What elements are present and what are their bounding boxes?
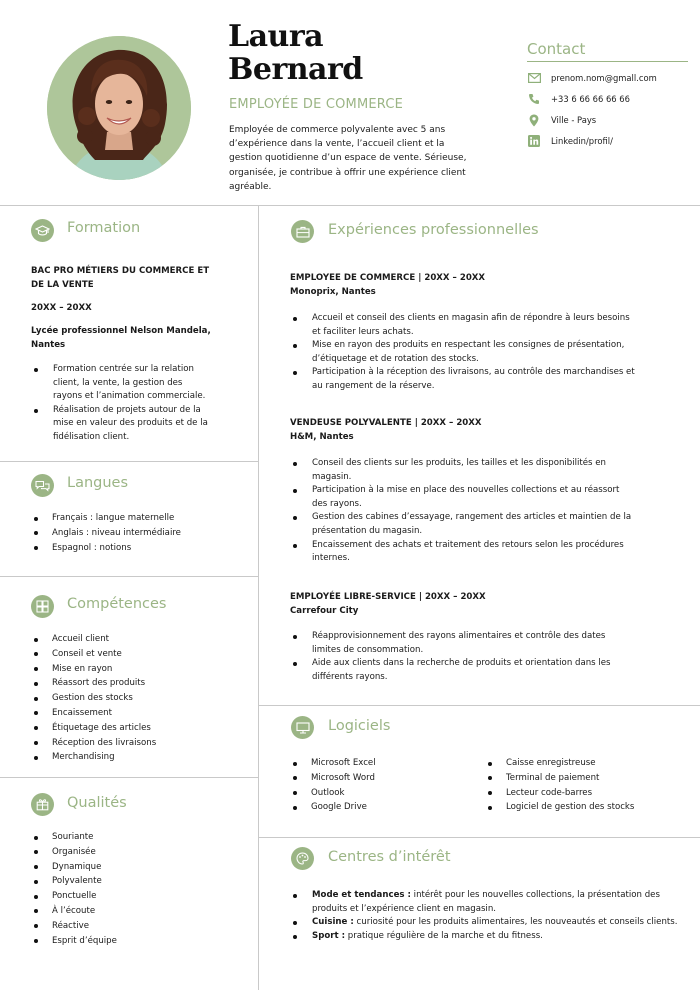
logiciels-list-1 (290, 756, 470, 815)
phone-text: +33 6 66 66 66 66 (551, 94, 630, 104)
competences-list (31, 632, 251, 765)
divider-langues-competences (0, 576, 258, 577)
list-item (290, 889, 685, 916)
list-item: Espagnol : notions (31, 541, 251, 556)
interest-text: intérêt pour les nouvelles collections, la présentation des produits et l’expérience client en magasin. (312, 890, 660, 914)
envelope-icon (527, 71, 541, 85)
list-item: Anglais : niveau intermédiaire (31, 526, 251, 541)
formation-list (31, 363, 211, 445)
portrait-illustration (47, 36, 191, 180)
email-text: prenom.nom@gmall.com (551, 73, 657, 83)
divider-experiences-logiciels (258, 705, 700, 706)
formation-degree (31, 265, 231, 292)
linkedin-icon (527, 134, 541, 148)
job-1-list (290, 312, 635, 394)
langues-title: Langues (67, 475, 129, 491)
list-item: Ponctuelle (31, 889, 251, 904)
job-3-role: EMPLOYÉE LIBRE-SERVICE | 20XX – 20XX (290, 592, 486, 602)
contact-phone[interactable] (527, 92, 630, 106)
list-item: Réalisation de projets autour de la mise en valeur des produits et de la fidélisation client. (31, 404, 211, 445)
interest-label: Cuisine : (312, 917, 354, 928)
profile-summary: Employée de commerce polyvalente avec 5 ans d’expérience dans la vente, l’accueil client et la gestion quotidienne d’un espace de vente. Sérieuse, organisée, je contribue à offrir une expérience client agréable. (229, 125, 467, 192)
list-item: Réassort des produits (31, 676, 251, 691)
list-item: Outlook (290, 786, 470, 801)
list-item: Gestion des cabines d’essayage, rangement des articles et maintien de la présentation du magasin. (290, 511, 635, 538)
list-item: Esprit d’équipe (31, 934, 251, 949)
list-item: Étiquetage des articles (31, 721, 251, 736)
list-item: À l’écoute (31, 904, 251, 919)
job-1-company: Monoprix, Nantes (290, 287, 376, 297)
candidate-name (228, 20, 363, 86)
list-item: Microsoft Word (290, 771, 470, 786)
formation-school (31, 325, 241, 352)
job-title: EMPLOYÉE DE COMMERCE (229, 97, 404, 112)
column-divider (258, 205, 259, 990)
puzzle-icon (31, 595, 54, 618)
list-item: Caisse enregistreuse (485, 756, 685, 771)
profile-photo (47, 36, 191, 180)
palette-icon (291, 847, 314, 870)
list-item: Merchandising (31, 750, 251, 765)
list-item: Souriante (31, 830, 251, 845)
briefcase-icon (291, 220, 314, 243)
list-item: Gestion des stocks (31, 691, 251, 706)
list-item: Formation centrée sur la relation client, la vente, la gestion des rayons et l’animation commerciale. (31, 363, 211, 404)
list-item: Accueil client (31, 632, 251, 647)
job-3-list (290, 630, 635, 684)
list-item: Encaissement (31, 706, 251, 721)
logiciels-title: Logiciels (328, 718, 391, 734)
gift-box-icon (31, 793, 54, 816)
list-item: Conseil des clients sur les produits, les tailles et les disponibilités en magasin. (290, 457, 635, 484)
competences-title: Compétences (67, 596, 167, 612)
list-item: Réapprovisionnement des rayons alimentaires et contrôle des dates limites de consommation. (290, 630, 635, 657)
location-text: Ville - Pays (551, 115, 597, 125)
header-divider (0, 205, 700, 206)
list-item: Organisée (31, 845, 251, 860)
list-item: Participation à la réception des livraisons, au contrôle des marchandises et au rangement de la réserve. (290, 366, 635, 393)
formation-title: Formation (67, 220, 141, 236)
first-name: Laura (228, 19, 324, 54)
speech-bubbles-icon (31, 474, 54, 497)
graduation-cap-icon (31, 219, 54, 242)
interets-title: Centres d’intérêt (328, 849, 451, 865)
interets-list (290, 889, 685, 943)
list-item: Mise en rayon des produits en respectant les consignes de présentation, d’étiquetage et de rotation des stocks. (290, 339, 635, 366)
last-name: Bernard (228, 52, 363, 87)
list-item: Accueil et conseil des clients en magasin afin de répondre à leurs besoins et faciliter leurs achats. (290, 312, 635, 339)
linkedin-text: Linkedin/profil/ (551, 136, 613, 146)
phone-icon (527, 92, 541, 106)
list-item (290, 930, 685, 944)
list-item: Dynamique (31, 860, 251, 875)
interest-text: pratique régulière de la marche et du fitness. (345, 930, 543, 941)
list-item: Lecteur code-barres (485, 786, 685, 801)
school-line-1: Lycée professionnel Nelson Mandela, (31, 326, 211, 336)
list-item: Polyvalente (31, 874, 251, 889)
divider-logiciels-interets (258, 837, 700, 838)
experiences-title: Expériences professionnelles (328, 222, 539, 238)
list-item: Google Drive (290, 800, 470, 815)
job-2-role: VENDEUSE POLYVALENTE | 20XX – 20XX (290, 418, 482, 428)
contact-location (527, 113, 597, 127)
degree-line-2: DE LA VENTE (31, 279, 94, 290)
list-item: Logiciel de gestion des stocks (485, 800, 685, 815)
list-item: Aide aux clients dans la recherche de produits et orientation dans les différents rayons. (290, 657, 635, 684)
interest-label: Sport : (312, 930, 346, 941)
degree-line-1: BAC PRO MÉTIERS DU COMMERCE ET (31, 266, 210, 276)
contact-email[interactable] (527, 71, 657, 85)
list-item: Mise en rayon (31, 662, 251, 677)
qualites-list (31, 830, 251, 948)
formation-dates: 20XX – 20XX (31, 303, 92, 313)
list-item: Participation à la mise en place des nouvelles collections et au réassort des rayons. (290, 484, 635, 511)
contact-divider (527, 61, 688, 62)
interest-label: Mode et tendances : (312, 890, 411, 900)
job-2-list (290, 457, 635, 566)
monitor-icon (291, 716, 314, 739)
job-3-company: Carrefour City (290, 606, 359, 616)
job-1-role: EMPLOYEE DE COMMERCE | 20XX – 20XX (290, 273, 486, 283)
list-item: Terminal de paiement (485, 771, 685, 786)
interest-text: curiosité pour les produits alimentaires, les nouveautés et conseils clients. (353, 917, 678, 928)
list-item: Microsoft Excel (290, 756, 470, 771)
divider-competences-qualites (0, 777, 258, 778)
contact-linkedin[interactable] (527, 134, 613, 148)
list-item: Réactive (31, 919, 251, 934)
list-item (290, 916, 685, 930)
list-item: Conseil et vente (31, 647, 251, 662)
langues-list (31, 511, 251, 555)
job-2-company: H&M, Nantes (290, 432, 354, 442)
qualites-title: Qualités (67, 795, 127, 811)
logiciels-list-2 (485, 756, 685, 815)
location-pin-icon (527, 113, 541, 127)
divider-formation-langues (0, 461, 258, 462)
list-item: Encaissement des achats et traitement des retours selon les procédures internes. (290, 539, 635, 566)
list-item: Réception des livraisons (31, 736, 251, 751)
list-item: Français : langue maternelle (31, 511, 251, 526)
school-line-2: Nantes (31, 339, 66, 350)
contact-title: Contact (527, 40, 586, 58)
